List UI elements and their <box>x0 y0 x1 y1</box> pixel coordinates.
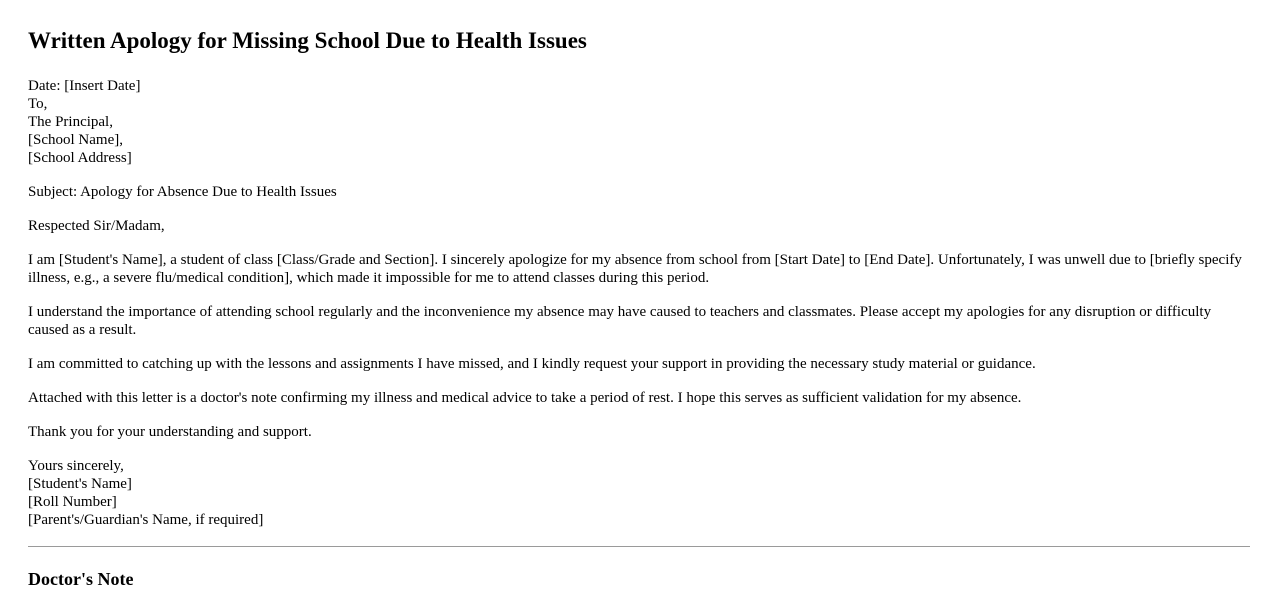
closing-block <box>28 457 1250 529</box>
address-block <box>28 77 1250 167</box>
subject-line: Subject: Apology for Absence Due to Health Issues <box>28 184 337 200</box>
recipient-line: The Principal, <box>28 114 113 130</box>
student-name-line: [Student's Name] <box>28 476 132 492</box>
school-name-line: [School Name], <box>28 132 123 148</box>
page-title: Written Apology for Missing School Due to Health Issues <box>28 28 587 53</box>
guardian-line: [Parent's/Guardian's Name, if required] <box>28 512 264 528</box>
roll-number-line: [Roll Number] <box>28 494 117 510</box>
body-paragraph-3: I am committed to catching up with the lessons and assignments I have missed, and I kindly request your support in providing the necessary study material or guidance. <box>28 356 1036 372</box>
body-paragraph-1: I am [Student's Name], a student of class [Class/Grade and Section]. I sincerely apologize for my absence from school from [Start Date] to [End Date]. Unfortunately, I was unwell due to [briefly specify illness, e.g., a severe flu/medical condition], which made it impossible for me to attend classes during this period. <box>28 252 1242 286</box>
date-line: Date: [Insert Date] <box>28 78 141 94</box>
body-paragraph-4: Attached with this letter is a doctor's note confirming my illness and medical advice to take a period of rest. I hope this serves as sufficient validation for my absence. <box>28 390 1022 406</box>
school-address-line: [School Address] <box>28 150 132 166</box>
to-line: To, <box>28 96 48 112</box>
salutation: Respected Sir/Madam, <box>28 218 165 234</box>
body-paragraph-2: I understand the importance of attending school regularly and the inconvenience my absence may have caused to teachers and classmates. Please accept my apologies for any disruption or difficulty caused as a result. <box>28 304 1212 338</box>
doctors-note-heading: Doctor's Note <box>28 569 134 589</box>
section-divider <box>28 546 1250 547</box>
sign-off: Yours sincerely, <box>28 458 124 474</box>
body-paragraph-5: Thank you for your understanding and support. <box>28 424 312 440</box>
